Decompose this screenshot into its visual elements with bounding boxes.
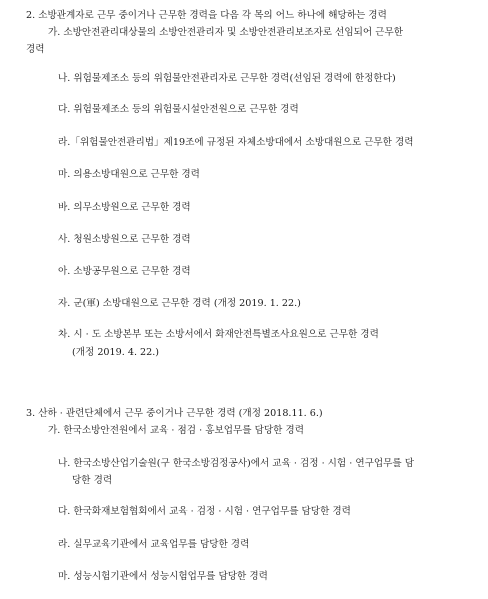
section-2-item-cha: 차. 시 · 도 소방본부 또는 소방서에서 화재안전특별조사요원으로 근무한 경력 [58, 329, 379, 340]
section-3-item-na-continued: 당한 경력 [72, 475, 113, 486]
section-2-item-ja: 자. 군(軍) 소방대원으로 근무한 경력 (개정 2019. 1. 22.) [58, 298, 301, 309]
section-2-item-da: 다. 위험물제조소 등의 위험물시설안전원으로 근무한 경력 [58, 104, 299, 115]
section-2-item-na: 나. 위험물제조소 등의 위험물안전관리자로 근무한 경력(선임된 경력에 한정한다) [58, 73, 396, 84]
section-3-item-ma: 마. 성능시험기관에서 성능시험업무를 담당한 경력 [58, 571, 268, 582]
section-2-item-ra: 라.「위험물안전관리법」제19조에 규정된 자체소방대에서 소방대원으로 근무한 경력 [58, 137, 414, 148]
section-3-heading: 3. 산하 · 관련단체에서 근무 중이거나 근무한 경력 (개정 2018.11. 6.) [26, 408, 323, 419]
section-2-item-ga: 가. 소방안전관리대상물의 소방안전관리자 및 소방안전관리보조자로 선임되어 근무한 [48, 27, 403, 38]
section-3-item-ga: 가. 한국소방안전원에서 교육 · 점검 · 홍보업무를 담당한 경력 [48, 425, 304, 436]
section-3-item-ra: 라. 실무교육기관에서 교육업무를 담당한 경력 [58, 539, 250, 550]
section-2-item-cha-amendment: (개정 2019. 4. 22.) [72, 347, 160, 358]
section-2-item-ba: 바. 의무소방원으로 근무한 경력 [58, 202, 191, 213]
section-2-item-ma: 마. 의용소방대원으로 근무한 경력 [58, 169, 200, 180]
section-2-item-sa: 사. 청원소방원으로 근무한 경력 [58, 234, 191, 245]
section-3-item-na: 나. 한국소방산업기술원(구 한국소방검정공사)에서 교육 · 검정 · 시험 · 연구업무를 담 [58, 458, 415, 469]
section-2-item-a: 아. 소방공무원으로 근무한 경력 [58, 266, 191, 277]
section-2-item-ga-continued: 경력 [26, 44, 45, 55]
section-2-heading: 2. 소방관계자로 근무 중이거나 근무한 경력을 다음 각 목의 어느 하나에 해당하는 경력 [26, 10, 387, 21]
section-3-item-da: 다. 한국화재보험협회에서 교육 · 검정 · 시험 · 연구업무를 담당한 경력 [58, 506, 351, 517]
